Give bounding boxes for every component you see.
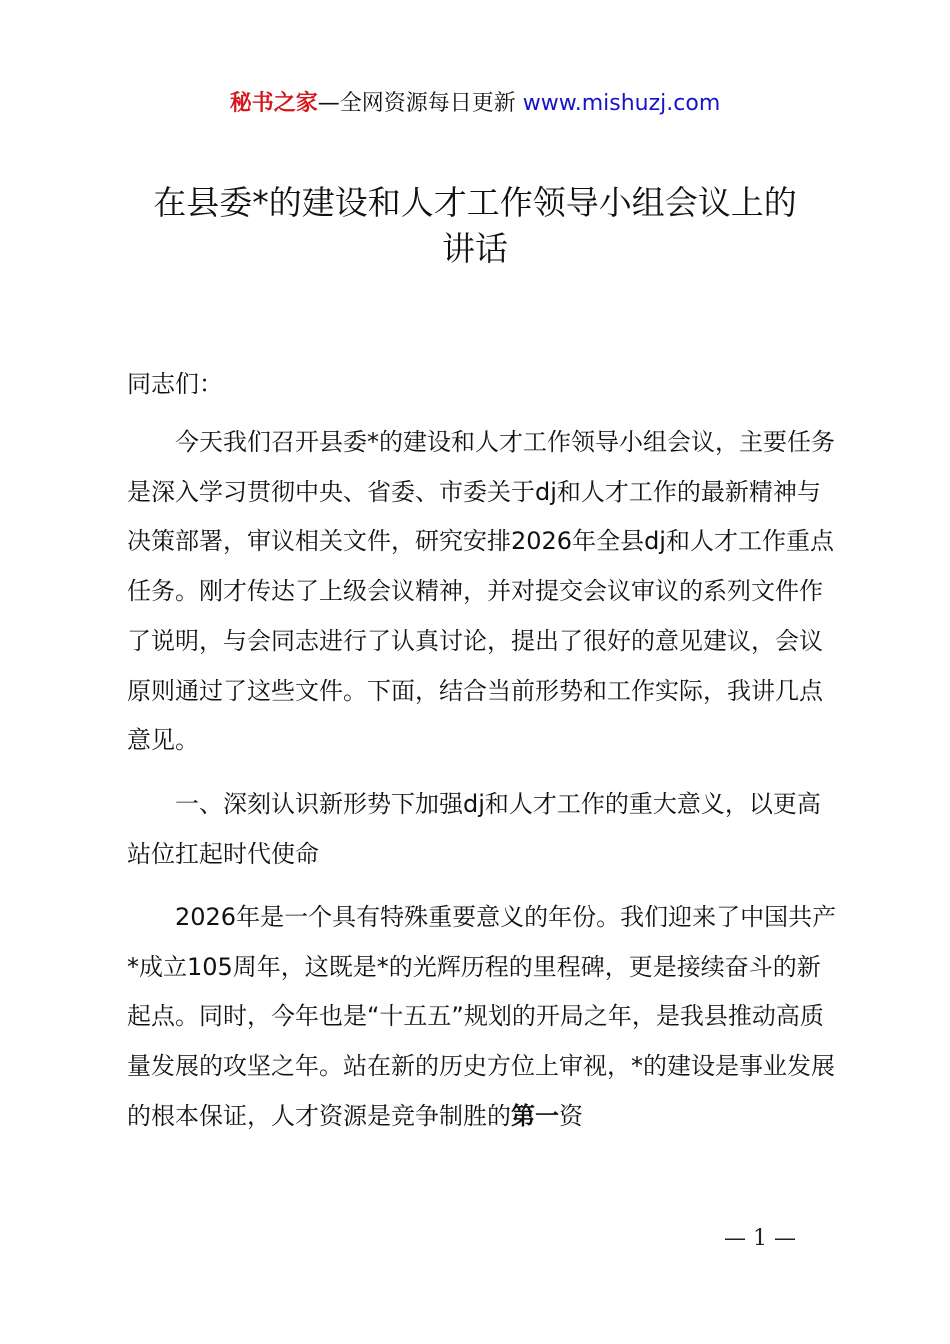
document-title — [100, 180, 850, 272]
header-tagline: —全网资源每日更新 — [317, 91, 523, 116]
site-header — [0, 88, 950, 120]
page-number: — 1 — — [724, 1226, 796, 1251]
paragraph-2-bold: 第一 — [511, 1101, 559, 1130]
paragraph-2-main: 2026年是一个具有特殊重要意义的年份。我们迎来了中国共产*成立105周年，这既是*的光辉历程的里程碑，更是接续奋斗的新起点。同时，今年也是“十五五”规划的开局之年，是我县推动高质量发展的攻坚之年。站在新的历史方位上审视，*的建设是事业发展的根本保证，人才资源是竞争制胜的 — [127, 903, 837, 1130]
paragraph-2 — [127, 893, 841, 1142]
brand-name: 秘书之家 — [229, 91, 318, 116]
greeting: 同志们： — [127, 370, 223, 398]
site-url-link[interactable]: www.mishuzj.com — [522, 91, 721, 116]
section-1-heading: 一、深刻认识新形势下加强dj和人才工作的重大意义，以更高站位扛起时代使命 — [127, 790, 821, 868]
title-line-2: 讲话 — [442, 229, 508, 268]
paragraph-1: 今天我们召开县委*的建设和人才工作领导小组会议，主要任务是深入学习贯彻中央、省委、市委关于dj和人才工作的最新精神与决策部署，审议相关文件，研究安排2026年全县dj和人才工作重点任务。刚才传达了上级会议精神，并对提交会议审议的系列文件作了说明，与会同志进行了认真讨论，提出了很好的意见建议，会议原则通过了这些文件。下面，结合当前形势和工作实际，我讲几点意见。 — [127, 428, 835, 755]
title-line-1: 在县委*的建设和人才工作领导小组会议上的 — [153, 183, 797, 222]
paragraph-2-tail: 资 — [559, 1101, 583, 1130]
